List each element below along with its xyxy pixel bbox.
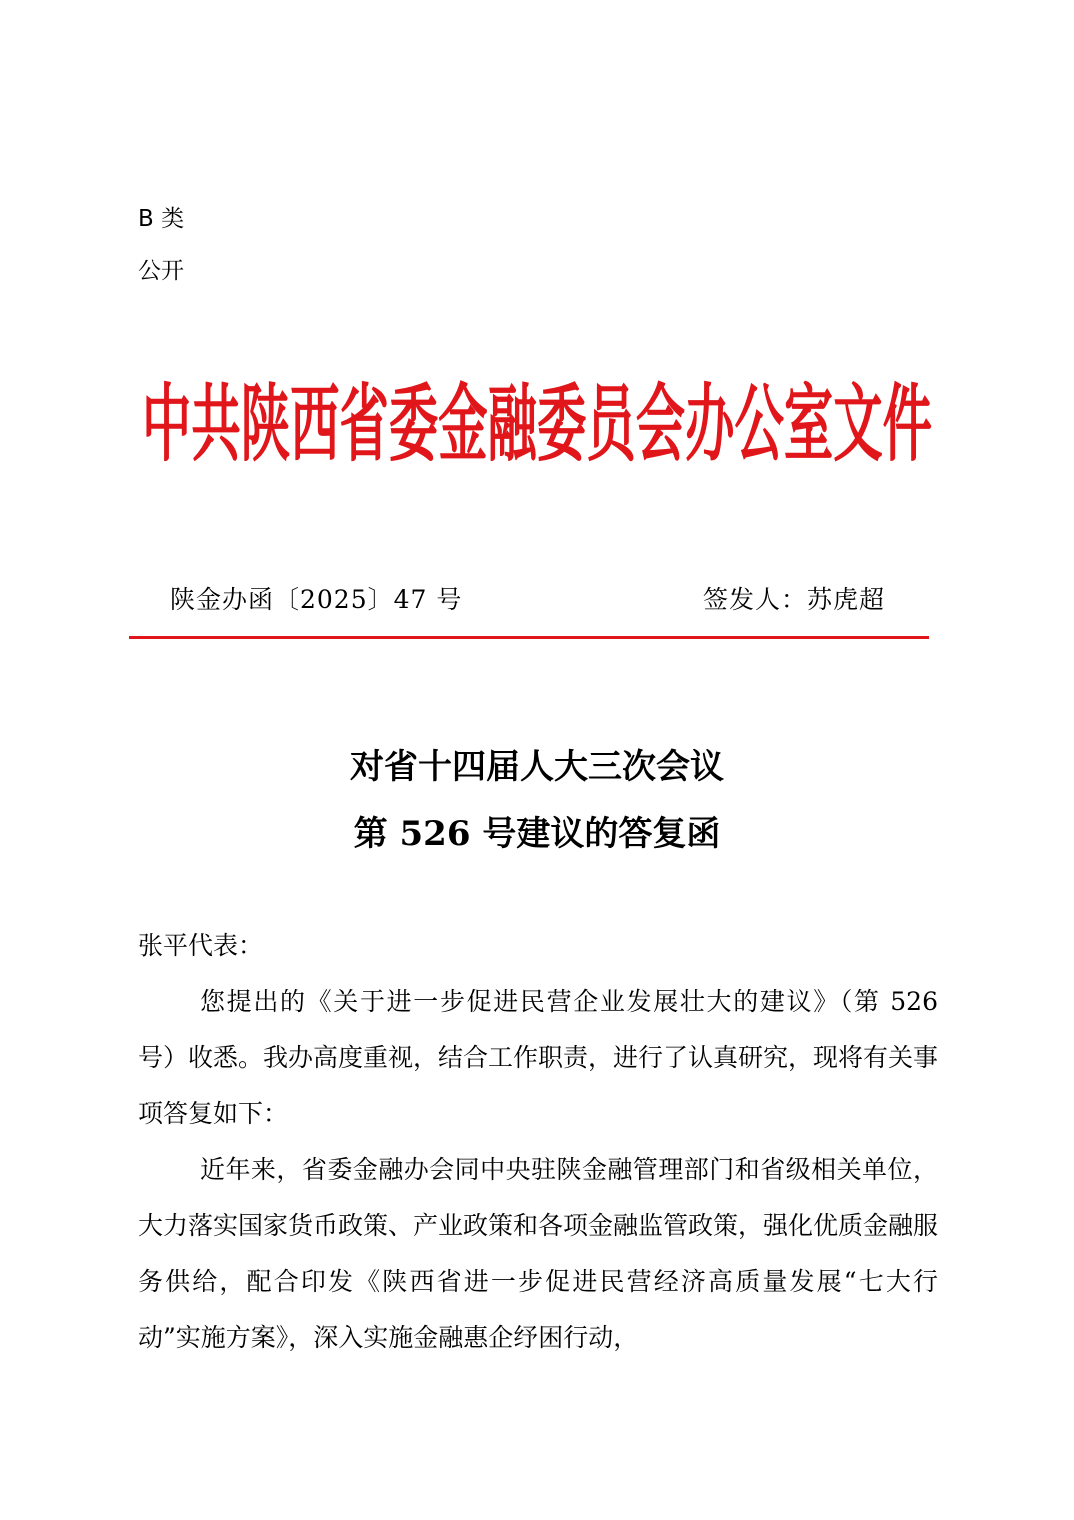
salutation: 张平代表： [138,931,264,960]
body-paragraph: 近年来，省委金融办会同中央驻陕金融管理部门和省级相关单位，大力落实国家货币政策、产业政策和各项金融监管政策，强化优质金融服务供给，配合印发《陕西省进一步促进民营经济高质量发展“七大行动”实施方案》，深入实施金融惠企纾困行动， [138,1155,939,1352]
masthead-title [137,355,937,475]
document-title-line-2: 第 526 号建议的答复函 [353,814,721,854]
red-divider [129,636,929,639]
masthead-text: 中共陕西省委金融委员会办公室文件 [142,374,932,473]
signer: 签发人：苏虎超 [703,585,886,614]
document-number: 陕金办函〔2025〕47 号 [170,585,463,614]
disclosure-label: 公开 [138,258,184,284]
document-title-line-1: 对省十四届人大三次会议 [350,747,724,787]
classification-label: B 类 [138,206,185,232]
body-paragraph: 您提出的《关于进一步促进民营企业发展壮大的建议》（第 526 号）收悉。我办高度重视，结合工作职责，进行了认真研究，现将有关事项答复如下： [138,987,939,1128]
